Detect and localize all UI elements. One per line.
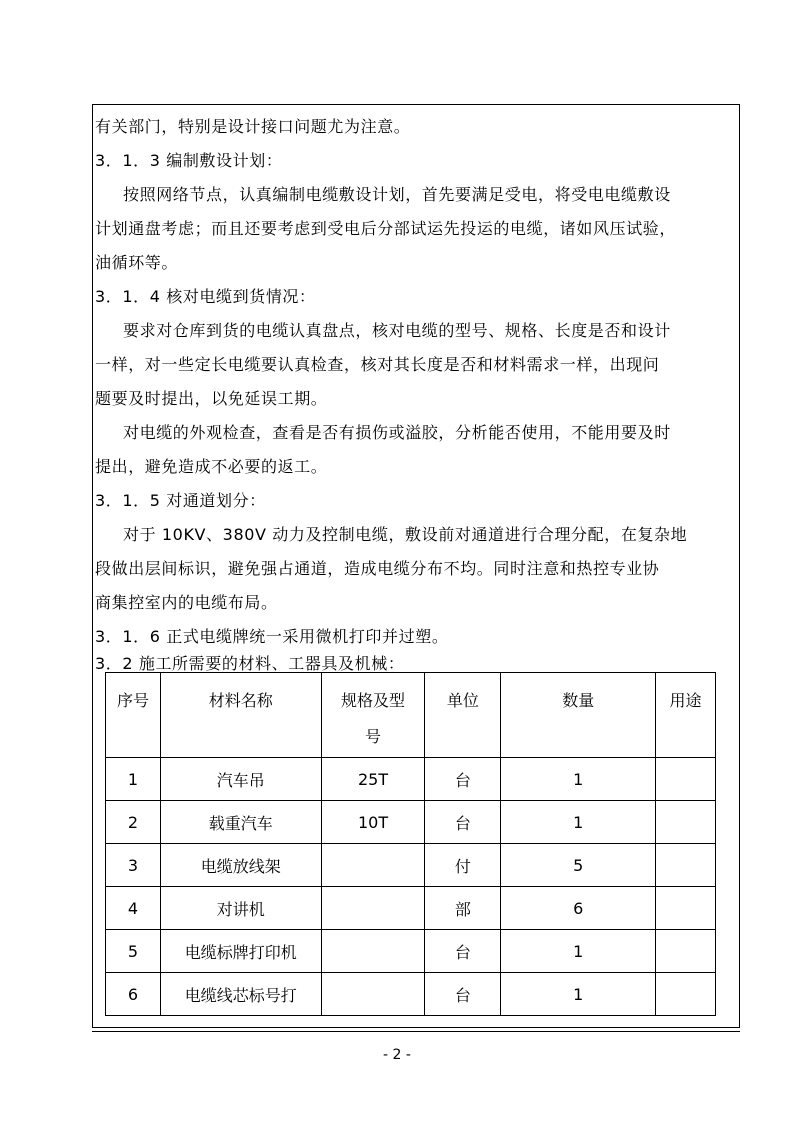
table-cell: [321, 973, 425, 1016]
table-cell: 部: [425, 887, 501, 930]
table-row: [106, 973, 716, 1016]
table-row: [106, 801, 716, 844]
table-cell: 5: [106, 930, 161, 973]
table-cell: [656, 973, 716, 1016]
table-cell: [321, 930, 425, 973]
table-cell: 台: [425, 930, 501, 973]
header-cell: 序号: [106, 673, 161, 758]
table-cell: 4: [106, 887, 161, 930]
paragraph-line: 商集控室内的电缆布局。: [95, 593, 278, 612]
table-cell: 5: [501, 844, 656, 887]
table-cell: 电缆标牌打印机: [160, 930, 321, 973]
table-cell: [656, 801, 716, 844]
paragraph-line: 对于 10KV、380V 动力及控制电缆，敷设前对通道进行合理分配，在复杂地: [123, 525, 688, 544]
table-cell: 台: [425, 801, 501, 844]
section-heading-3-1-5: 3．1．5 对通道划分：: [95, 491, 266, 510]
table-row: [106, 844, 716, 887]
header-cell: 单位: [425, 673, 501, 758]
table-cell: 1: [501, 973, 656, 1016]
table-cell: 1: [501, 758, 656, 801]
paragraph-line: 段做出层间标识，避免强占通道，造成电缆分布不均。同时注意和热控专业协: [95, 559, 660, 578]
table-cell: 25T: [321, 758, 425, 801]
page-number: - 2 -: [383, 1047, 411, 1063]
paragraph-line: 油循环等。: [95, 253, 179, 272]
frame-bottom-rule-2: [92, 1031, 740, 1032]
table-cell: 电缆放线架: [160, 844, 321, 887]
table-cell: [321, 844, 425, 887]
paragraph-line: 有关部门，特别是设计接口问题尤为注意。: [95, 117, 411, 136]
materials-table: [105, 672, 716, 1016]
section-heading-3-2: 3．2 施工所需要的材料、工器具及机械：: [95, 654, 405, 673]
table-cell: 对讲机: [160, 887, 321, 930]
table-cell: 1: [501, 930, 656, 973]
table-cell: [656, 758, 716, 801]
paragraph-line: 计划通盘考虑；而且还要考虑到受电后分部试运先投运的电缆，诸如风压试验，: [95, 219, 677, 238]
paragraph-line: 对电缆的外观检查，查看是否有损伤或溢胶，分析能否使用，不能用要及时: [123, 423, 671, 442]
paragraph-line: 题要及时提出，以免延误工期。: [95, 389, 328, 408]
table-cell: 汽车吊: [160, 758, 321, 801]
section-heading-3-1-3: 3．1．3 编制敷设计划：: [95, 151, 283, 170]
table-row: [106, 758, 716, 801]
paragraph-line: 要求对仓库到货的电缆认真盘点，核对电缆的型号、规格、长度是否和设计: [123, 321, 671, 340]
table-cell: 电缆线芯标号打: [160, 973, 321, 1016]
table-cell: 台: [425, 758, 501, 801]
table-cell: 付: [425, 844, 501, 887]
table-header-row: [106, 673, 716, 758]
table-cell: 台: [425, 973, 501, 1016]
table-row: [106, 930, 716, 973]
paragraph-line: 一样，对一些定长电缆要认真检查，核对其长度是否和材料需求一样，出现问: [95, 355, 660, 374]
table-cell: 6: [106, 973, 161, 1016]
paragraph-line: 按照网络节点，认真编制电缆敷设计划，首先要满足受电，将受电电缆敷设: [123, 185, 671, 204]
table-cell: 1: [501, 801, 656, 844]
header-cell: 用途: [656, 673, 716, 758]
table-cell: 3: [106, 844, 161, 887]
table-cell: 2: [106, 801, 161, 844]
table-cell: [656, 887, 716, 930]
table-cell: 1: [106, 758, 161, 801]
table-cell: 载重汽车: [160, 801, 321, 844]
table-cell: [656, 844, 716, 887]
table-cell: [656, 930, 716, 973]
table-cell: [321, 887, 425, 930]
table-row: [106, 887, 716, 930]
table-cell: 10T: [321, 801, 425, 844]
section-heading-3-1-6: 3．1．6 正式电缆牌统一采用微机打印并过塑。: [95, 627, 449, 646]
paragraph-line: 提出，避免造成不必要的返工。: [95, 457, 328, 476]
header-cell: 规格及型号: [321, 673, 425, 758]
table-cell: 6: [501, 887, 656, 930]
frame-bottom-rule: [92, 1027, 740, 1028]
header-cell: 材料名称: [160, 673, 321, 758]
header-cell: 数量: [501, 673, 656, 758]
section-heading-3-1-4: 3．1．4 核对电缆到货情况：: [95, 287, 316, 306]
